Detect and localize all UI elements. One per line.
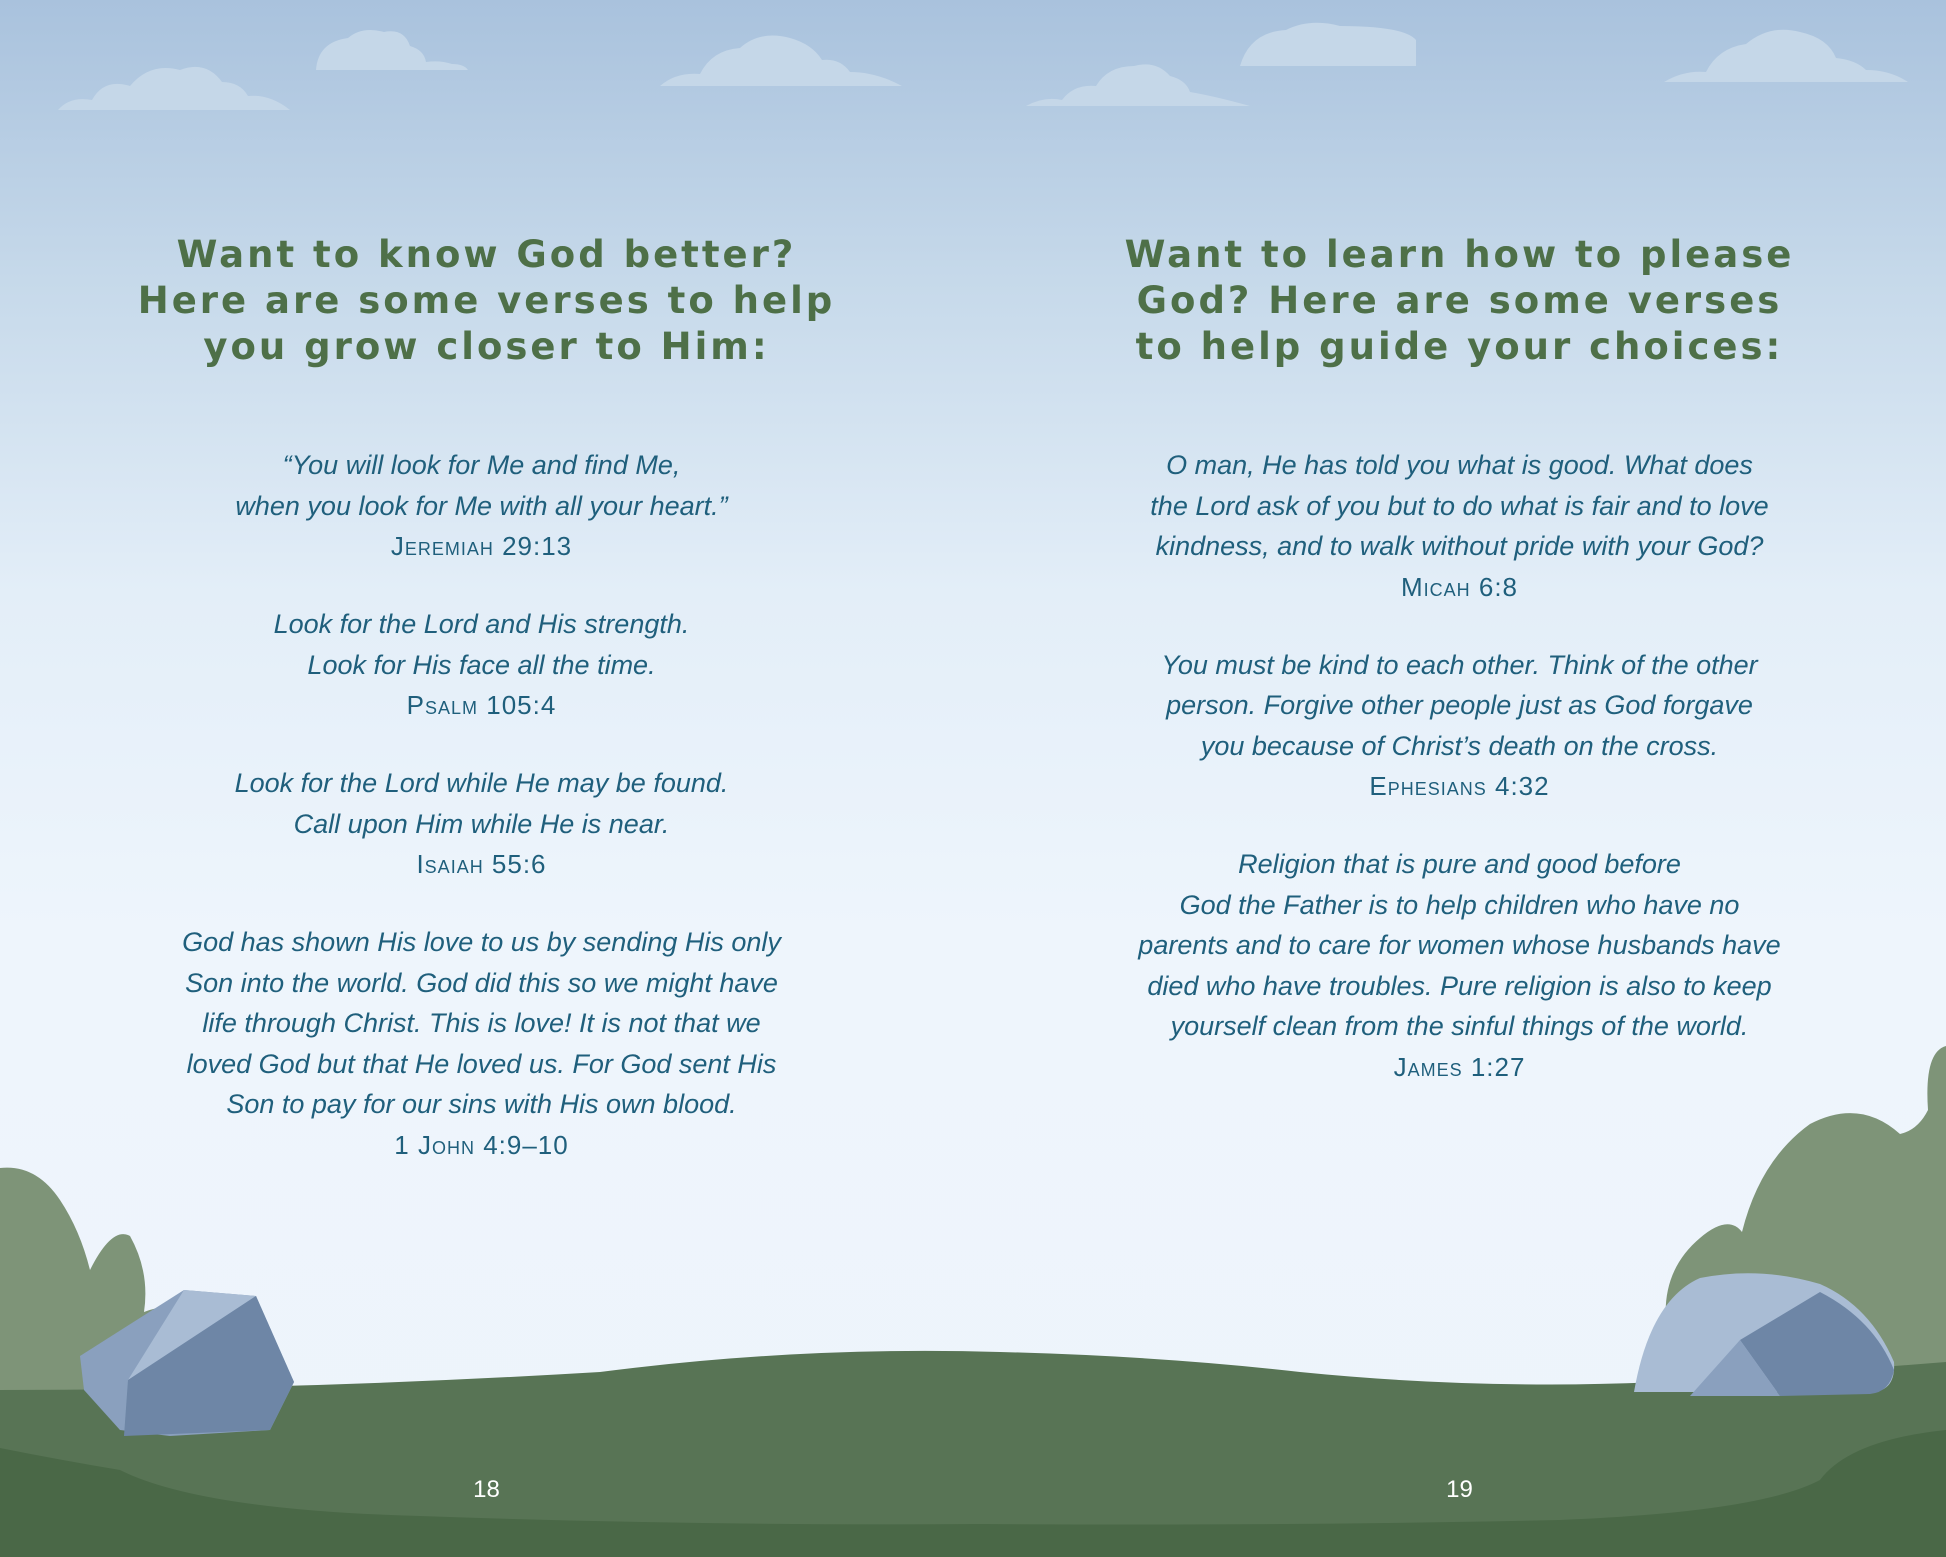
right-page-heading [1073,232,1846,370]
verse-line: the Lord ask of you but to do what is fair and to love [1150,490,1769,521]
verse-line: “You will look for Me and find Me, [282,450,681,480]
verse-line: Look for His face all the time. [307,649,656,680]
verse-text [0,445,963,526]
verse-line: Son to pay for our sins with His own blood. [226,1089,737,1119]
verse-line: person. Forgive other people just as God forgave [1166,690,1753,720]
verse-text [0,763,963,844]
verse-line: kindness, and to walk without pride with your God? [1155,531,1764,561]
verse-line: you because of Christ’s death on the cross. [1200,730,1719,761]
left-verse-list [0,445,963,1203]
verse-line: parents and to care for women whose husbands have [1138,930,1781,960]
verse-text [983,844,1936,1047]
heading-line: Here are some verses to help [137,279,836,322]
verse-text [983,445,1936,567]
verse-line: Look for the Lord and His strength. [273,609,690,639]
heading-line: Want to know God better? [176,233,797,276]
heading-line: to help guide your choices: [1135,325,1784,368]
verse-reference: 1 John 4:9–10 [394,1129,569,1160]
verse-line: God the Father is to help children who have no [1179,889,1740,920]
page-number: 19 [1446,1476,1473,1503]
heading-line: God? Here are some verses [1136,279,1783,322]
right-verse-list [983,445,1936,1125]
verse-line: You must be kind to each other. Think of the other [1161,649,1758,680]
verse-ephesians [983,645,1936,807]
verse-jeremiah [0,445,963,566]
verse-line: Son into the world. God did this so we might have [185,967,778,998]
verse-james [983,844,1936,1087]
verse-reference: Micah 6:8 [1400,571,1519,602]
verse-text [0,922,963,1125]
verse-isaiah [0,763,963,884]
verse-line: God has shown His love to us by sending His only [182,927,781,957]
verse-text [0,604,963,685]
page-number: 18 [473,1476,500,1503]
verse-line: died who have troubles. Pure religion is also to keep [1147,970,1772,1001]
verse-line: Religion that is pure and good before [1238,849,1681,879]
verse-reference: Ephesians 4:32 [1369,771,1550,801]
verse-psalm [0,604,963,725]
verse-line: Look for the Lord while He may be found. [234,768,729,798]
verse-text [983,645,1936,767]
verse-line: Call upon Him while He is near. [293,808,670,839]
verse-micah [983,445,1936,607]
left-page-heading [100,232,873,370]
heading-line: Want to learn how to please [1124,233,1795,276]
verse-line: life through Christ. This is love! It is not that we [202,1008,761,1038]
right-page [973,0,1946,1557]
verse-reference: Jeremiah 29:13 [390,531,573,561]
verse-line: loved God but that He loved us. For God sent His [186,1048,777,1079]
verse-1-john [0,922,963,1165]
verse-reference: James 1:27 [1393,1051,1526,1082]
verse-reference: Psalm 105:4 [406,690,557,720]
verse-line: yourself clean from the sinful things of the world. [1170,1011,1749,1041]
verse-reference: Isaiah 55:6 [416,849,547,879]
verse-line: O man, He has told you what is good. What does [1166,450,1753,480]
heading-line: you grow closer to Him: [203,325,770,368]
verse-line: when you look for Me with all your heart.” [235,490,728,521]
